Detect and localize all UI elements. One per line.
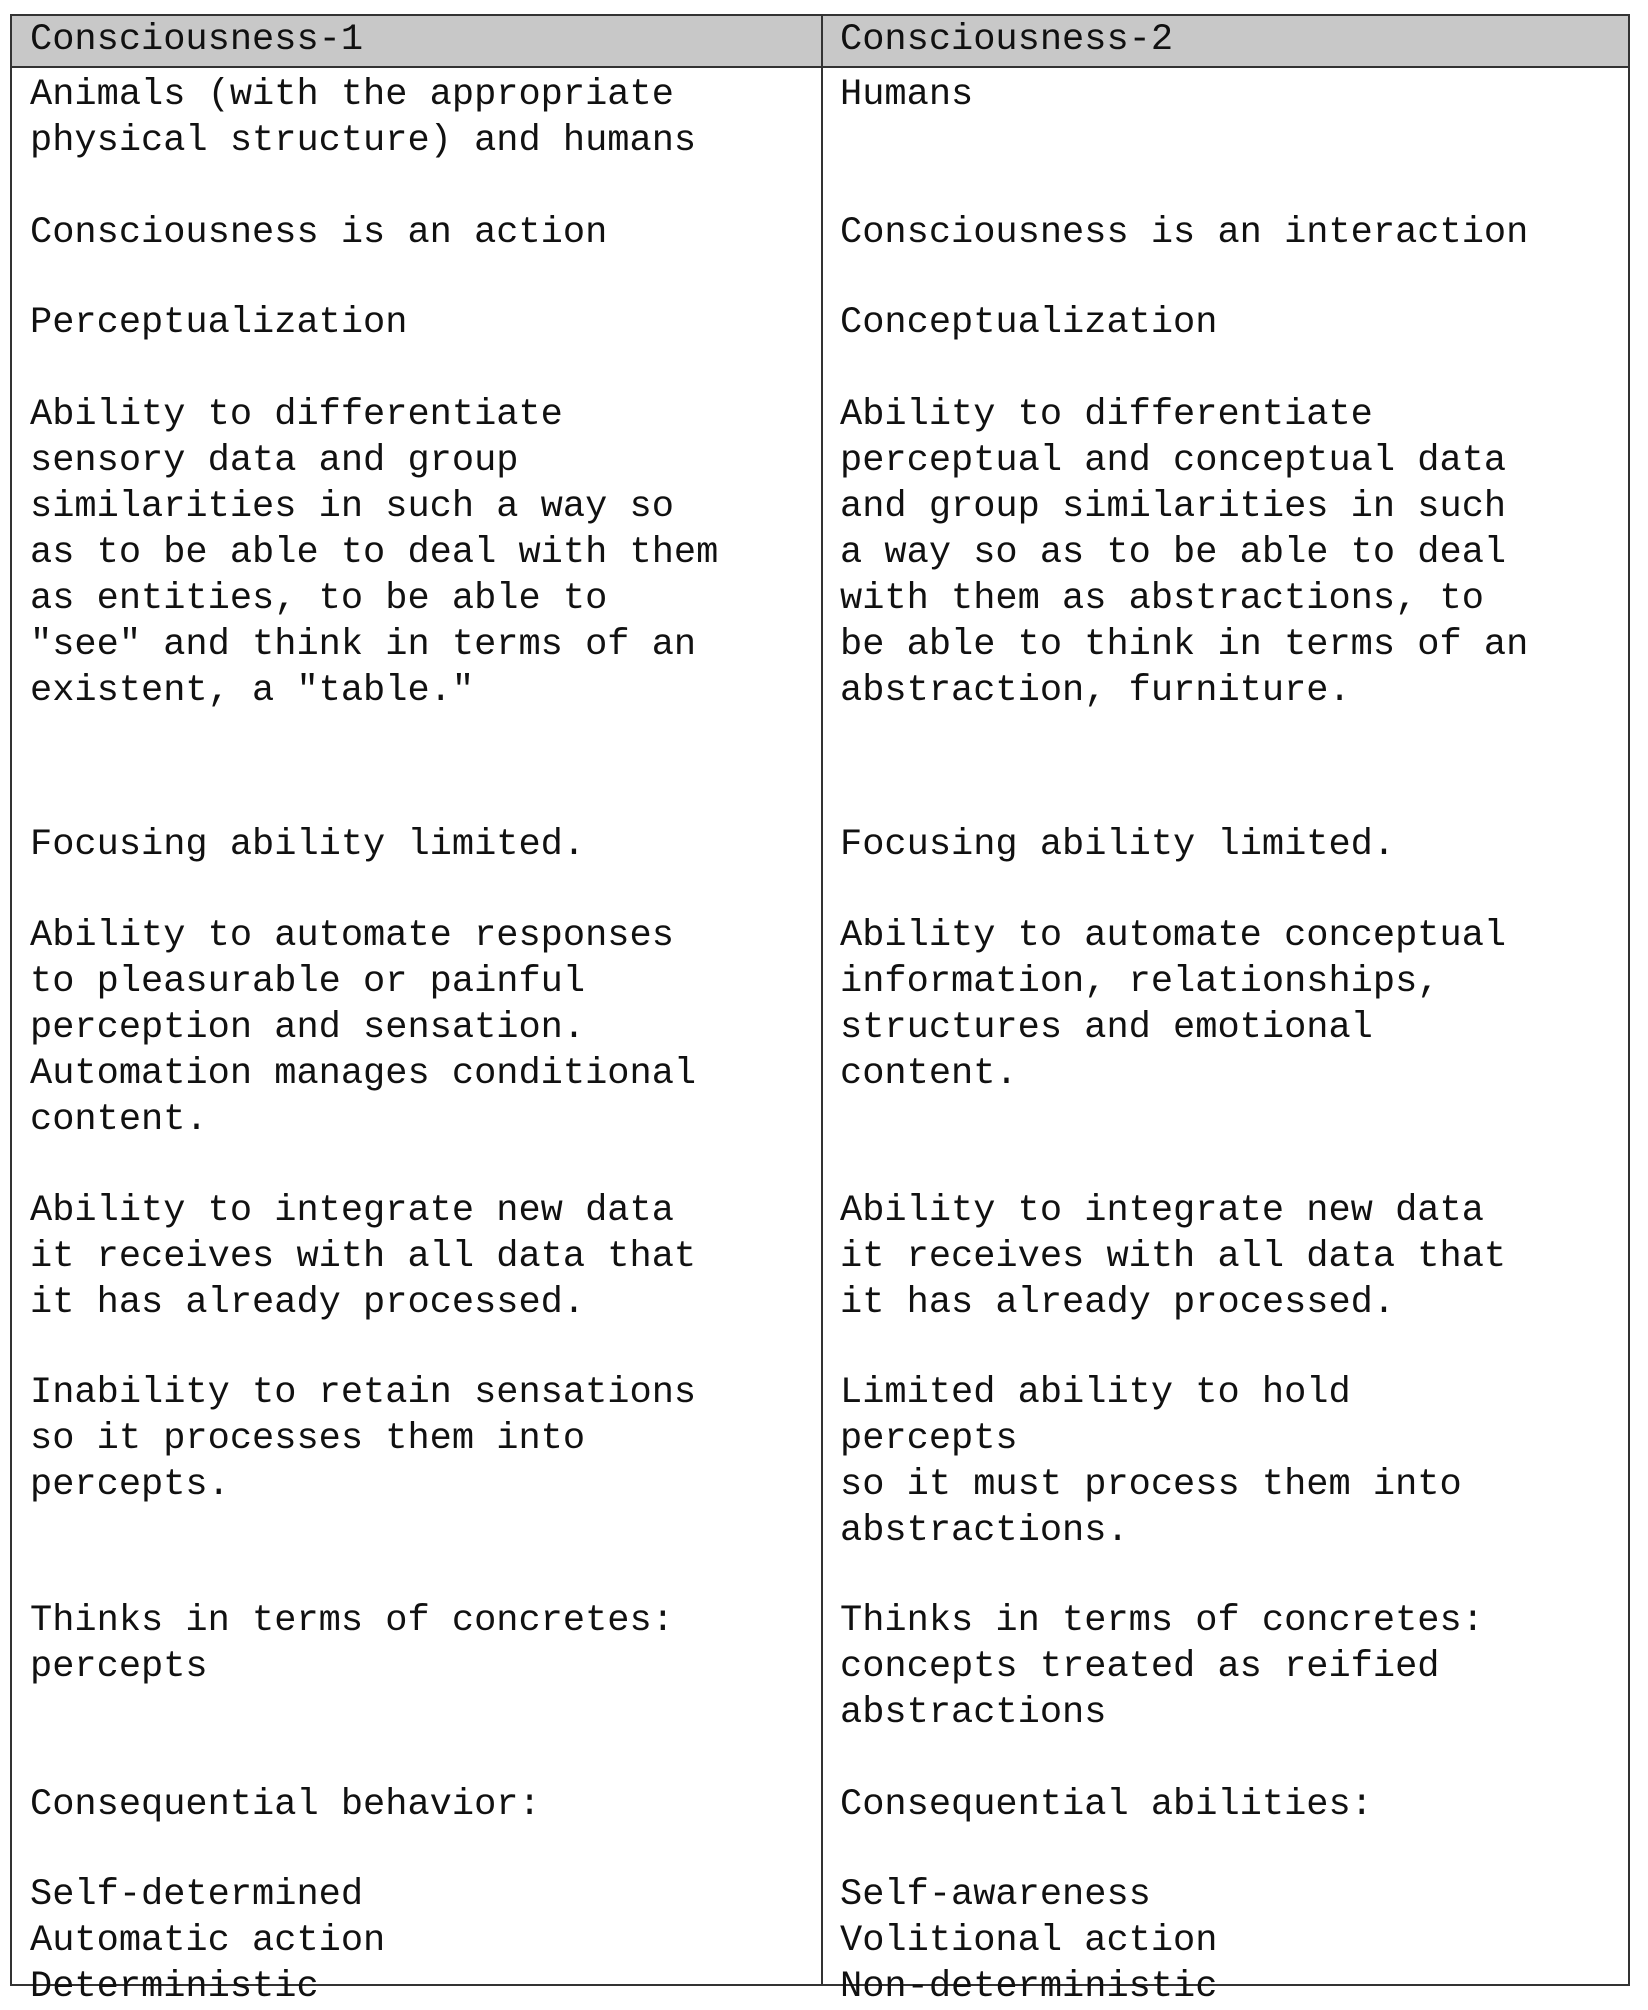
row-7-left: Ability to integrate new data it receives with all data that it has already processed.: [30, 1190, 697, 1324]
header-consciousness-1: Consciousness-1: [30, 19, 364, 61]
row-1-right: Humans: [840, 74, 974, 116]
row-6-right: Ability to automate conceptual information, relationships, structures and emotional content.: [840, 915, 1507, 1095]
row-9-right: Thinks in terms of concretes: concepts treated as reified abstractions: [840, 1600, 1484, 1734]
row-5-left: Focusing ability limited.: [30, 824, 586, 866]
row-9-left: Thinks in terms of concretes: percepts: [30, 1600, 674, 1688]
row-4-left: Ability to differentiate sensory data and group similarities in such a way so as to be able to deal with them as entities, to be able to "see" and think in terms of an existent, a "table.": [30, 394, 719, 712]
row-11-left: Self-determined Automatic action Deterministic: [30, 1874, 386, 2008]
header-consciousness-2: Consciousness-2: [840, 19, 1174, 61]
row-1-left: Animals (with the appropriate physical structure) and humans: [30, 74, 697, 162]
row-10-left: Consequential behavior:: [30, 1784, 541, 1826]
row-4-right: Ability to differentiate perceptual and conceptual data and group similarities in such a way so as to be able to deal with them as abstractions, to be able to think in terms of an abstraction, furniture.: [840, 394, 1529, 712]
row-6-left: Ability to automate responses to pleasurable or painful perception and sensation. Automation manages conditional content.: [30, 915, 697, 1141]
row-7-right: Ability to integrate new data it receives with all data that it has already processed.: [840, 1190, 1507, 1324]
column-consciousness-2: [840, 68, 1529, 2008]
row-2-right: Consciousness is an interaction: [840, 212, 1529, 254]
row-10-right: Consequential abilities:: [840, 1784, 1373, 1826]
row-8-left: Inability to retain sensations so it processes them into percepts.: [30, 1372, 697, 1506]
row-5-right: Focusing ability limited.: [840, 824, 1396, 866]
column-consciousness-1: [30, 68, 719, 2008]
column-divider: [821, 16, 823, 1984]
table-header: [12, 16, 1628, 68]
row-8-right: Limited ability to hold percepts so it must process them into abstractions.: [840, 1372, 1462, 1552]
row-11-right: Self-awareness Volitional action Non-deterministic: [840, 1874, 1218, 2008]
row-2-left: Consciousness is an action: [30, 212, 608, 254]
row-3-right: Conceptualization: [840, 302, 1218, 344]
comparison-table: [10, 14, 1630, 2008]
row-3-left: Perceptualization: [30, 302, 408, 344]
